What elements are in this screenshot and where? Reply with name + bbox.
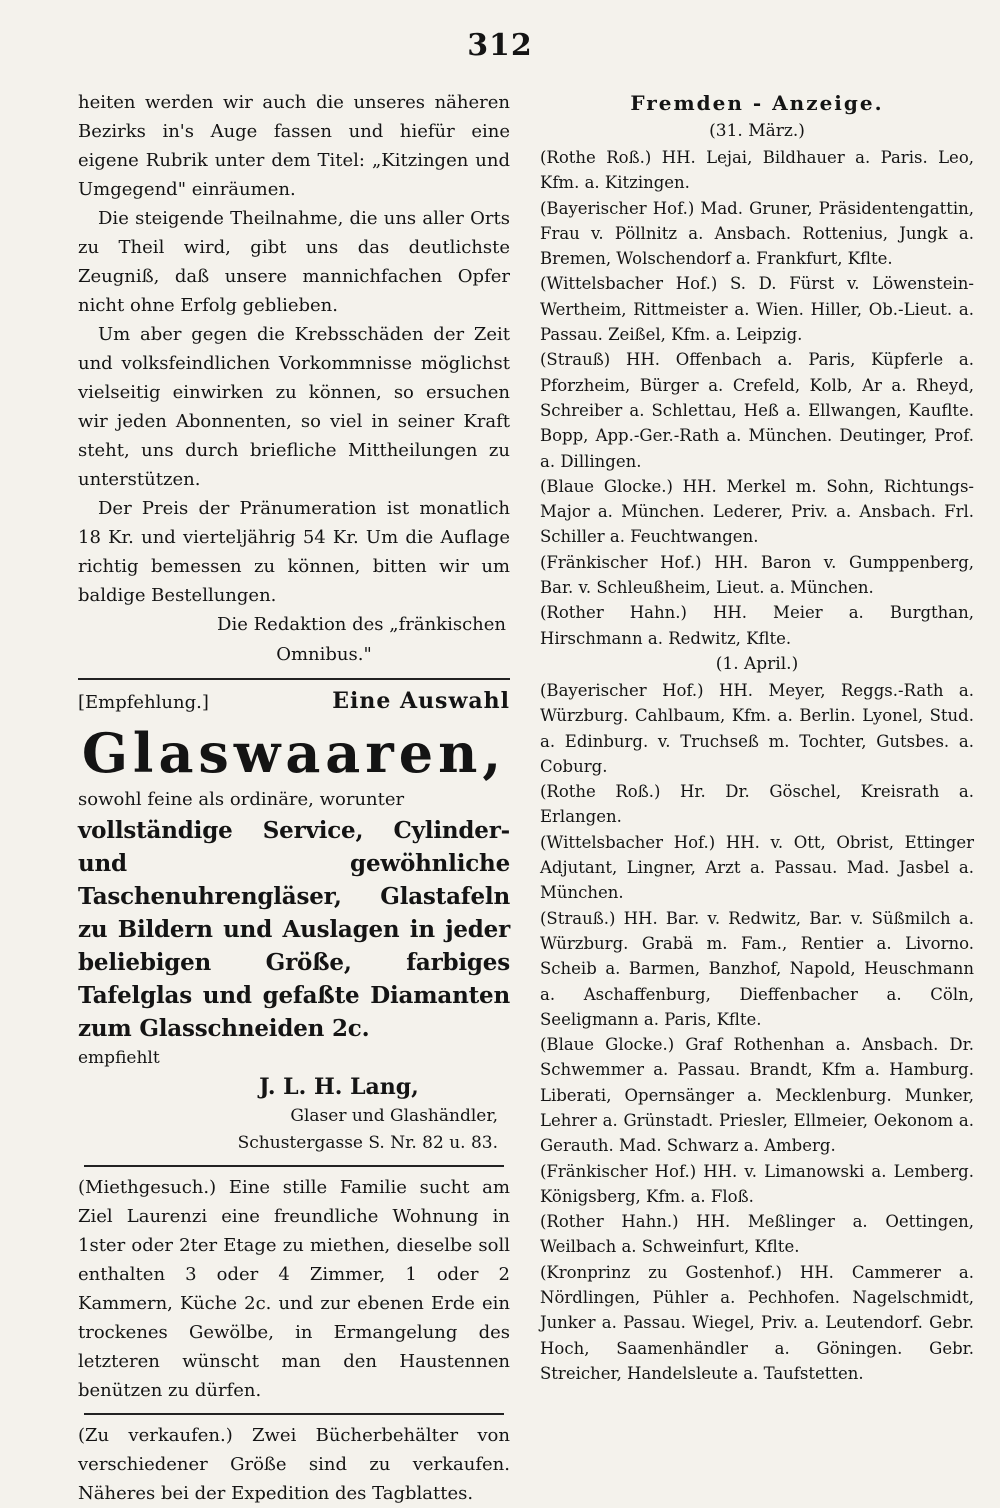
ad-merchant-name: J. L. H. Lang, xyxy=(259,1074,419,1100)
divider xyxy=(84,1165,504,1167)
guest-entry: (Fränkischer Hof.) HH. Baron v. Gumppenberg, Bar. v. Schleußheim, Lieut. a. München. xyxy=(540,552,974,598)
ad-headline: Eine Auswahl xyxy=(332,688,510,714)
right-column xyxy=(540,88,974,1386)
divider xyxy=(84,1413,504,1415)
guest-entry: (Rother Hahn.) HH. Meßlinger a. Oettingen, Weilbach a. Schweinfurt, Kflte. xyxy=(540,1212,974,1257)
ad-merchant-trade: Glaser und Glashändler, xyxy=(290,1106,498,1126)
guest-entry: (Wittelsbacher Hof.) S. D. Fürst v. Löwenstein-Wertheim, Rittmeister a. Wien. Hiller, Ob.-Lieut. a. Passau. Zeißel, Kfm. a. Leipzig. xyxy=(540,274,974,345)
signature-line-1: Die Redaktion des „fränkischen xyxy=(217,614,506,635)
guest-entry: (Strauß.) HH. Bar. v. Redwitz, Bar. v. Süßmilch a. Würzburg. Grabä m. Fam., Rentier a. Livorno. Scheib a. Barmen, Banzhof, Napold, Heuschmann a. Aschaffenburg, Dieffenbacher a. Cöln, Seeligmann a. Paris, Kflte. xyxy=(540,908,974,1029)
intro-paragraph-4: Der Preis der Pränumeration ist monatlich 18 Kr. und vierteljährig 54 Kr. Um die Auflage richtig bemessen zu können, bitten wir um baldige Bestellungen. xyxy=(78,498,510,606)
ad-line: sowohl feine als ordinäre, worunter xyxy=(78,789,405,810)
signature-line-2: Omnibus." xyxy=(276,644,372,665)
ad-header xyxy=(78,686,510,718)
ad-label: [Empfehlung.] xyxy=(78,692,209,713)
guest-entry: (Wittelsbacher Hof.) HH. v. Ott, Obrist, Ettinger Adjutant, Lingner, Arzt a. Passau. Mad. Jasbel a. München. xyxy=(540,832,974,903)
intro-paragraph-3: Um aber gegen die Krebsschäden der Zeit und volksfeindlichen Vorkommnisse möglichst vielseitig einwirken zu können, so ersuchen wir jeden Abonnenten, so viel in seiner Kraft steht, uns durch briefliche Mittheilungen zu unterstützen. xyxy=(78,324,510,490)
ad-product-list: vollständige Service, Cylinder- und gewöhnliche Taschenuhrengläser, Glastafeln zu Bildern und Auslagen in jeder beliebigen Größe, farbiges Tafelglas und gefaßte Diamanten zum Glasschneiden 2c. xyxy=(78,817,510,1042)
guest-entry: (Fränkischer Hof.) HH. v. Limanowski a. Lemberg. Königsberg, Kfm. a. Floß. xyxy=(540,1161,974,1206)
guest-entry: (Bayerischer Hof.) Mad. Gruner, Präsidentengattin, Frau v. Pöllnitz a. Ansbach. Rottenius, Jungk a. Bremen, Wolschendorf a. Frankfurt, Kflte. xyxy=(540,198,974,269)
ad-recommends: empfiehlt xyxy=(78,1048,160,1068)
page-number: 312 xyxy=(467,28,533,63)
ad-title: Glaswaaren, xyxy=(81,721,507,785)
guest-entry: (Strauß) HH. Offenbach a. Paris, Küpferle a. Pforzheim, Bürger a. Crefeld, Kolb, Ar a. Rheyd, Schreiber a. Schlettau, Heß a. Ellwangen, Kauflte. Bopp, App.-Ger.-Rath a. München. Deutinger, Prof. a. Dillingen. xyxy=(540,350,974,471)
guest-entry: (Kronprinz zu Gostenhof.) HH. Cammerer a. Nördlingen, Pühler a. Pechhofen. Nagelschmidt, Junker a. Passau. Wiegel, Priv. a. Leutendorf. Gebr. Hoch, Saamenhändler a. Göningen. Gebr. Streicher, Handelsleute a. Taufstetten. xyxy=(540,1262,974,1383)
guest-entry: (Rothe Roß.) HH. Lejai, Bildhauer a. Paris. Leo, Kfm. a. Kitzingen. xyxy=(540,148,974,193)
guest-entry: (Rother Hahn.) HH. Meier a. Burgthan, Hirschmann a. Redwitz, Kflte. xyxy=(540,603,974,648)
left-column xyxy=(78,88,510,1508)
guest-entry: (Blaue Glocke.) Graf Rothenhan a. Ansbach. Dr. Schwemmer a. Passau. Brandt, Kfm a. Hamburg. Liberati, Opernsänger a. Mecklenburg. Munker, Lehrer a. Grünstadt. Priesler, Ellmeier, Oekonom a. Gerauth. Mad. Schwarz a. Amberg. xyxy=(540,1035,974,1156)
divider xyxy=(78,678,510,680)
intro-paragraph-1: heiten werden wir auch die unseres näheren Bezirks in's Auge fassen und hiefür eine eigene Rubrik unter dem Titel: „Kitzingen und Umgegend" einräumen. xyxy=(78,92,510,200)
intro-paragraph-2: Die steigende Theilnahme, die uns aller Orts zu Theil wird, gibt uns das deutlichste Zeugniß, daß unsere mannichfachen Opfer nicht ohne Erfolg geblieben. xyxy=(78,208,510,316)
notice-verkaufen: (Zu verkaufen.) Zwei Bücherbehälter von verschiedener Größe sind zu verkaufen. Näheres bei der Expedition des Tagblattes. xyxy=(78,1425,510,1504)
guest-entry: (Bayerischer Hof.) HH. Meyer, Reggs.-Rath a. Würzburg. Cahlbaum, Kfm. a. Berlin. Lyonel, Stud. a. Edinburg. v. Truchseß m. Tochter, Gutsbes. a. Coburg. xyxy=(540,680,974,776)
fremden-anzeige-title: Fremden - Anzeige. xyxy=(630,91,884,115)
notice-miethgesuch: (Miethgesuch.) Eine stille Familie sucht am Ziel Laurenzi eine freundliche Wohnung in 1ster oder 2ter Etage zu miethen, dieselbe soll enthalten 3 oder 4 Zimmer, 1 oder 2 Kammern, Küche 2c. und zur ebenen Erde ein trockenes Gewölbe, in Ermangelung des letzteren wünscht man den Haustennen benützen zu dürfen. xyxy=(78,1177,510,1401)
guest-entry: (Rothe Roß.) Hr. Dr. Göschel, Kreisrath a. Erlangen. xyxy=(540,782,974,827)
ad-merchant-address: Schustergasse S. Nr. 82 u. 83. xyxy=(237,1133,498,1153)
date-heading-2: (1. April.) xyxy=(715,653,799,674)
guest-entry: (Blaue Glocke.) HH. Merkel m. Sohn, Richtungs-Major a. München. Lederer, Priv. a. Ansbach. Frl. Schiller a. Feuchtwangen. xyxy=(540,476,974,547)
date-heading-1: (31. März.) xyxy=(709,121,805,141)
